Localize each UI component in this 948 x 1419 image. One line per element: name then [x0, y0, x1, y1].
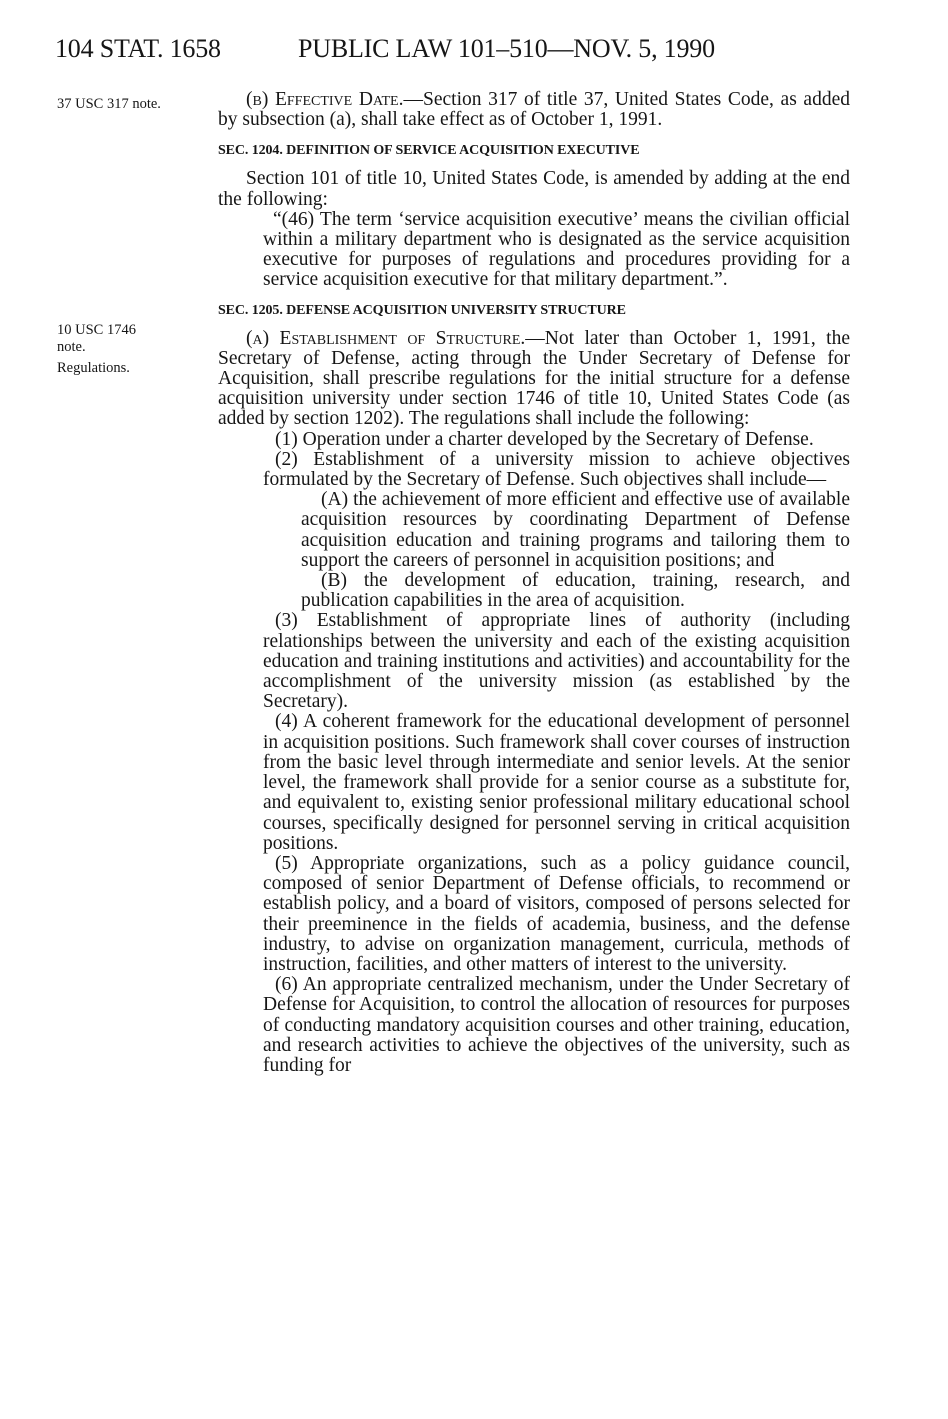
- page-header-stat: 104 STAT. 1658: [55, 34, 221, 63]
- margin-note-10-usc-line1: 10 USC 1746: [57, 322, 136, 338]
- section-1204-heading: SEC. 1204. DEFINITION OF SERVICE ACQUISITION EXECUTIVE: [218, 143, 640, 159]
- section-1205-heading: SEC. 1205. DEFENSE ACQUISITION UNIVERSITY STRUCTURE: [218, 302, 626, 318]
- page-header-law: PUBLIC LAW 101–510—NOV. 5, 1990: [298, 34, 715, 63]
- subparagraph-2b: (B) the development of education, training, research, and publication capabilities in the area of acquisition.: [301, 570, 850, 612]
- margin-note-37-usc: 37 USC 317 note.: [57, 96, 161, 112]
- margin-note-regulations: Regulations.: [57, 360, 130, 376]
- margin-note-10-usc-line2: note.: [57, 339, 86, 355]
- paragraph-3: (3) Establishment of appropriate lines of authority (including relationships between the university and each of the existing acquisition education and training institutions and activities) and accountability for the accomplishment of the university mission (as established by the Secretary).: [263, 610, 850, 713]
- paragraph-5: (5) Appropriate organizations, such as a policy guidance council, composed of senior Department of Defense officials, to recommend or establish policy, and a board of visitors, composed of persons selected for their preeminence in the fields of academia, business, and the defense industry, to advise on organization management, curricula, methods of instruction, facilities, and other matters of interest to the university.: [263, 852, 850, 975]
- section-1204-intro: Section 101 of title 10, United States Code, is amended by adding at the end the following:: [218, 168, 850, 210]
- section-1204-quoted-definition: “(46) The term ‘service acquisition executive’ means the civilian official within a military department who is designated as the service acquisition executive for purposes of regulations and procedures providing for a service acquisition executive for that military department.”.: [263, 208, 850, 291]
- subsection-b-text: —Section 317 of title 37, United States Code, as added by subsection (a), shall take effect as of October 1, 1991.: [218, 89, 850, 131]
- document-body: [218, 90, 850, 1076]
- subsection-a-establishment: [218, 329, 850, 430]
- margin-note-10-usc: [57, 322, 136, 356]
- subsection-a-label: (a) Establishment of Structure.: [246, 327, 526, 349]
- subsection-a-text: —Not later than October 1, 1991, the Secretary of Defense, acting through the Under Secretary of Defense for Acquisition, shall prescribe regulations for the initial structure for a defense acquisition university under section 1746 of title 10, United States Code (as added by section 1202). The regulations shall include the following:: [218, 327, 851, 430]
- subsection-b-effective-date: [218, 90, 850, 130]
- subsection-b-label: (b) Effective Date.: [246, 89, 404, 110]
- subparagraph-2a: (A) the achievement of more efficient and effective use of available acquisition resources by coordinating Department of Defense acquisition education and training programs and tailoring them to support the careers of personnel in acquisition positions; and: [301, 489, 850, 571]
- paragraph-2: (2) Establishment of a university mission to achieve objectives formulated by the Secretary of Defense. Such objectives shall include—: [263, 448, 850, 491]
- paragraph-6: (6) An appropriate centralized mechanism, under the Under Secretary of Defense for Acquisition, to control the allocation of resources for purposes of conducting mandatory acquisition courses and other training, education, and research activities to achieve the objectives of the university, such as funding for: [263, 974, 850, 1076]
- paragraph-1: (1) Operation under a charter developed by the Secretary of Defense.: [275, 428, 814, 450]
- paragraph-4: (4) A coherent framework for the educational development of personnel in acquisition positions. Such framework shall cover courses of instruction from the basic level through intermediate and senior levels. At the senior level, the framework shall provide for a senior course as a substitute for, and equivalent to, existing senior professional military educational school courses, specifically designed for personnel serving in critical acquisition positions.: [263, 711, 850, 854]
